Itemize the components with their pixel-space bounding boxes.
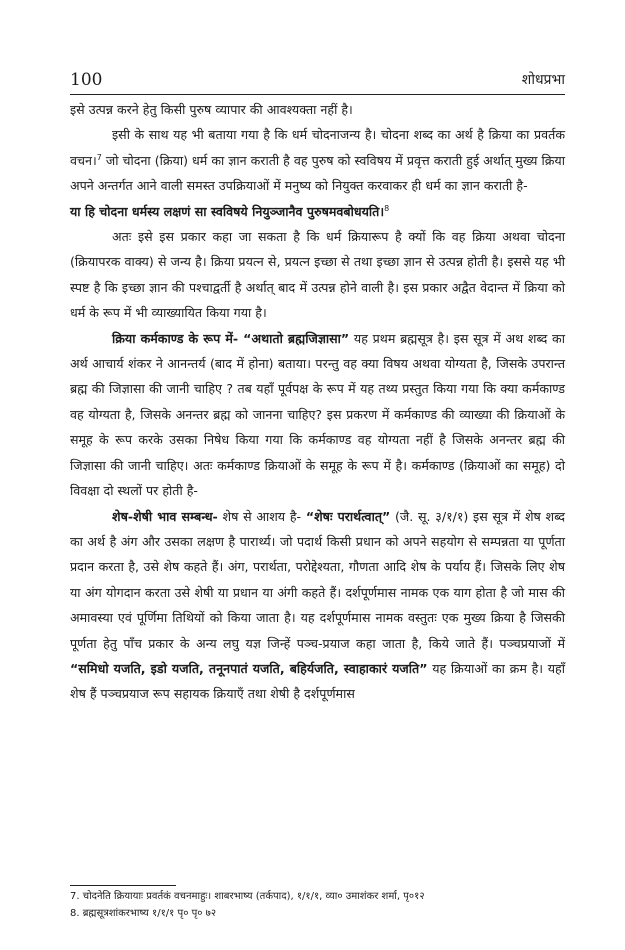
footnote-ref-8: 8 bbox=[384, 203, 390, 213]
paragraph-text: शेष से आशय है- bbox=[217, 508, 306, 524]
paragraph-text: यह प्रथम ब्रह्मसूत्र है। इस सूत्र में अथ शब्द का अर्थ आचार्य शंकर ने आनन्तर्य (बाद में होना) बताया। परन्तु वह क्या विषय अथवा योग्यता है, जिसके उपरान्त ब्रह्म की जिज्ञासा की जानी चाहिए ? तब यहाँ पूर्वपक्ष के रूप में यह तथ्य प्रस्तुत किया गया कि क्या कर्मकाण्ड वह योग्यता है, जिसके अनन्तर ब्रह्म को जानना चाहिए? इस प्रकरण में कर्मकाण्ड की व्याख्या की क्रियाओं के समूह के रूप करके उसका निषेध किया गया कि कर्मकाण्ड वह योग्यता नहीं है जिसके अनन्तर ब्रह्म की जिज्ञासा की जानी चाहिए। अतः कर्मकाण्ड क्रियाओं के समूह के रूप में है। कर्मकाण्ड (क्रियाओं का समूह) दो विवक्षा दो स्थलों पर होती है- bbox=[70, 330, 566, 499]
paragraph-text: इसी के साथ यह भी बताया गया है कि धर्म चोदनाजन्य है। चोदना शब्द का अर्थ है क्रिया का प्रवर्तक वचन। bbox=[70, 127, 565, 168]
footnotes bbox=[70, 888, 570, 922]
paragraph-text: जो चोदना (क्रिया) धर्म का ज्ञान कराती है वह पुरुष को स्वविषय में प्रवृत्त कराती हुई अर्थात् मुख्य क्रिया अपने अन्तर्गत आने वाली समस्त उपक्रियाओं में मनुष्य को नियुक्त करवाकर ही धर्म का ज्ञान कराती है- bbox=[70, 152, 565, 194]
prayaja-quote: “समिधो यजति, इडो यजति, तनूनपातं यजति, बहिर्यजति, स्वाहाकारं यजति” bbox=[70, 660, 428, 676]
sutra-quote: “शेषः परार्थत्वात्” bbox=[305, 508, 391, 524]
paragraph-dharma-kriya: अतः इसे इस प्रकार कहा जा सकता है कि धर्म क्रियारूप है क्यों कि वह क्रिया अथवा चोदना (क्रियापरक वाक्य) से जन्य है। क्रिया प्रयत्न से, प्रयत्न इच्छा से तथा इच्छा ज्ञान से उत्पन्न होती है। इससे यह भी स्पष्ट है कि इच्छा ज्ञान की पश्चाद्वर्ती है अर्थात् बाद में उत्पन्न होने वाली है। इस प्रकार अद्वैत वेदान्त में क्रिया को धर्म के रूप में भी व्याख्यायित किया गया है। bbox=[70, 229, 565, 321]
paragraph-text: (जै. सू. ३/१/१) इस सूत्र में शेष शब्द का अर्थ है अंग और उसका लक्षण है पारार्थ्य। जो पदार्थ किसी प्रधान को अपने सहयोग से सम्पन्नता या पूर्णता प्रदान करता है, उसे शेष कहते हैं। अंग, परार्थता, परोद्देश्यता, गौणता आदि शेष के पर्याय हैं। जिसके लिए शेष या अंग योगदान करता उसे शेषी या प्रधान या अंगी कहते हैं। दर्शपूर्णमास नामक एक याग होता है जो मास की अमावस्या एवं पूर्णिमा तिथियों को किया जाता है। यह दर्शपूर्णमास नामक वस्तुतः एक मुख्य क्रिया है जिसकी पूर्णता हेतु पाँच प्रकार के अन्य लघु यज्ञ जिन्हें पञ्च-प्रयाज कहा जाता है, किये जाते हैं। पञ्चप्रयाजों में bbox=[70, 508, 565, 651]
paragraph-shesha-sheshi bbox=[70, 504, 565, 707]
page-number: 100 bbox=[70, 70, 103, 90]
page-header bbox=[70, 68, 565, 95]
paragraph-text: यह क्रियाओं का क्रम है। यहाँ शेष हैं पञ्चप्रयाज रूप सहायक क्रियाएँ तथा शेषी है दर्शपूर्णमास bbox=[70, 660, 566, 702]
section-heading-shesha: शेष-शेषी भाव सम्बन्ध- bbox=[112, 508, 218, 524]
sanskrit-quote: या हि चोदना धर्मस्य लक्षणं सा स्वविषये नियुञ्जानैव पुरुषमवबोधयति। bbox=[70, 203, 385, 219]
footnote-ref-7: 7 bbox=[96, 152, 102, 162]
footnote-7: 7. चोदनेति क्रियायाः प्रवर्तकं वचनमाहुः। शाबरभाष्य (तर्कपाद), १/१/१, व्या० उमाशंकर शर्मा, पृ०१२ bbox=[70, 891, 425, 902]
page-body bbox=[70, 97, 565, 707]
paragraph-karmakanda bbox=[70, 326, 565, 504]
paragraph-dharma-chodana bbox=[70, 122, 565, 224]
running-head: शोधप्रभा bbox=[521, 72, 565, 88]
paragraph-continuation: इसे उत्पन्न करने हेतु किसी पुरुष व्यापार की आवश्यक्ता नहीं है। bbox=[70, 102, 353, 117]
footnote-divider bbox=[70, 885, 176, 886]
section-heading-karmakanda: क्रिया कर्मकाण्ड के रूप में- “अथातो ब्रह्मजिज्ञासा” bbox=[112, 330, 350, 346]
footnote-8: 8. ब्रह्मसूत्रशांकरभाष्य १/१/१ पृ० पृ० ७२ bbox=[70, 908, 217, 919]
